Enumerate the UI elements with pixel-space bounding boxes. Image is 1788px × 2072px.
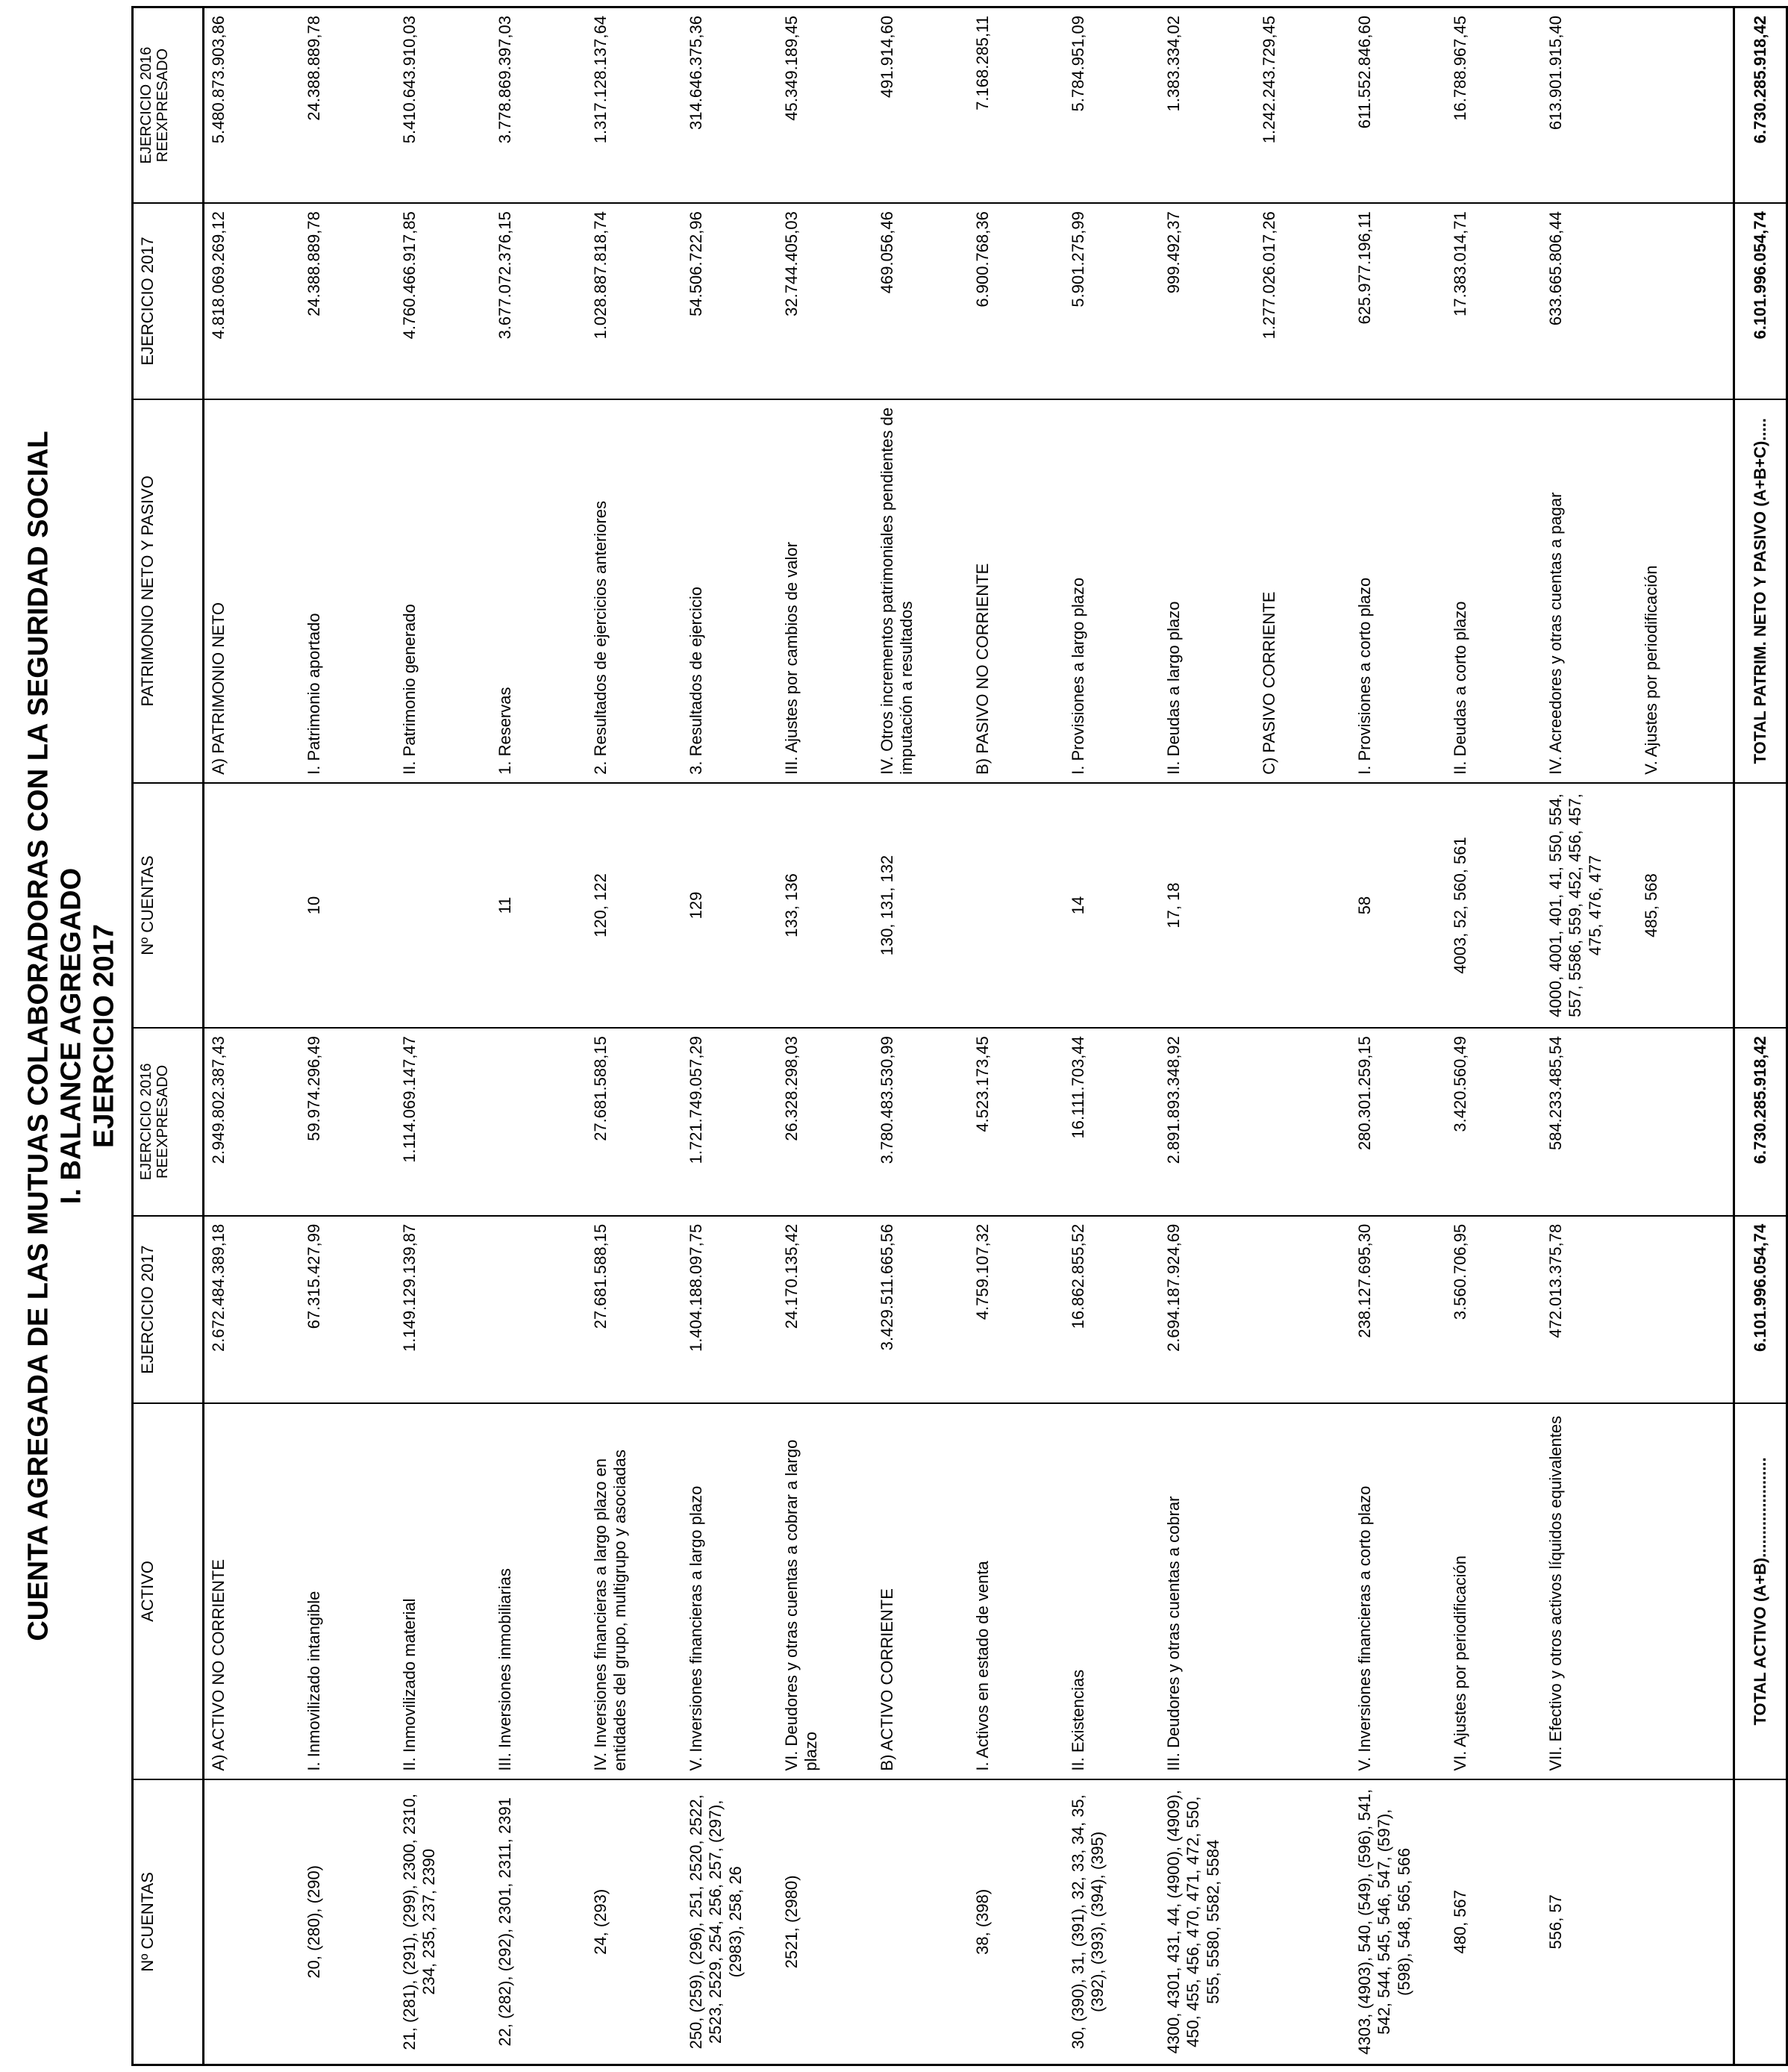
- header-pasivo-2016-l2: REEXPRESADO: [154, 48, 171, 163]
- table-row: [300, 7, 396, 2065]
- totals-row: [1734, 7, 1787, 2065]
- account-codes-activo: [1637, 1779, 1734, 2065]
- pasivo-label: C) PASIVO CORRIENTE: [1255, 399, 1351, 783]
- subtitle-balance: I. BALANCE AGREGADO: [55, 867, 87, 1205]
- pasivo-2016-value: 16.788.967,45: [1446, 7, 1542, 204]
- pasivo-2016-value: 1.242.243.729,45: [1255, 7, 1351, 204]
- pasivo-label: II. Deudas a largo plazo: [1160, 399, 1255, 783]
- account-codes-pasivo: [396, 783, 491, 1028]
- account-codes-activo: 556, 57: [1542, 1779, 1637, 2065]
- account-codes-pasivo: 4003, 52, 560, 561: [1446, 783, 1542, 1028]
- activo-2017-value: 67.315.427,99: [300, 1216, 396, 1404]
- pasivo-2016-value: 45.349.189,45: [778, 7, 873, 204]
- pasivo-label: IV. Otros incrementos patrimoniales pendientes de imputación a resultados: [873, 399, 969, 783]
- activo-2016-value: 2.891.893.348,92: [1160, 1028, 1255, 1216]
- table-row: [1255, 7, 1351, 2065]
- activo-2017-value: 3.560.706,95: [1446, 1216, 1542, 1404]
- activo-label: I. Activos en estado de venta: [969, 1403, 1064, 1779]
- balance-sheet-area: [125, 0, 1769, 2072]
- header-cuentas-pasivo: Nº CUENTAS: [133, 783, 204, 1028]
- account-codes-pasivo: 485, 568: [1637, 783, 1734, 1028]
- activo-2016-value: 4.523.173,45: [969, 1028, 1064, 1216]
- table-row: [873, 7, 969, 2065]
- pasivo-label: A) PATRIMONIO NETO: [204, 399, 301, 783]
- account-codes-activo: 22, (282), (292), 2301, 2311, 2391: [491, 1779, 587, 2065]
- balance-table: [131, 6, 1788, 2066]
- pasivo-2017-value: 633.665.806,44: [1542, 203, 1637, 399]
- pasivo-2017-value: 1.028.887.818,74: [587, 203, 682, 399]
- pasivo-2016-value: 3.778.869.397,03: [491, 7, 587, 204]
- activo-2017-value: 16.862.855,52: [1064, 1216, 1160, 1404]
- account-codes-pasivo: 17, 18: [1160, 783, 1255, 1028]
- subtitle-year: EJERCICIO 2017: [88, 924, 120, 1148]
- activo-label: A) ACTIVO NO CORRIENTE: [204, 1403, 301, 1779]
- total-empty-p: [1734, 783, 1787, 1028]
- activo-2017-value: 27.681.588,15: [587, 1216, 682, 1404]
- account-codes-activo: 2521, (2980): [778, 1779, 873, 2065]
- header-activo-2017: EJERCICIO 2017: [133, 1216, 204, 1404]
- activo-label: III. Deudores y otras cuentas a cobrar: [1160, 1403, 1255, 1779]
- pasivo-2017-value: 32.744.405,03: [778, 203, 873, 399]
- page-titles: [0, 0, 134, 2072]
- account-codes-pasivo: 133, 136: [778, 783, 873, 1028]
- account-codes-activo: 4300, 4301, 431, 44, (4900), (4909), 450, 455, 456, 470, 471, 472, 550, 555, 5580, 5582, 5584: [1160, 1779, 1255, 2065]
- activo-2016-value: 26.328.298,03: [778, 1028, 873, 1216]
- pasivo-label: 1. Reservas: [491, 399, 587, 783]
- total-activo-2017: 6.101.996.054,74: [1734, 1216, 1787, 1404]
- pasivo-label: I. Provisiones a largo plazo: [1064, 399, 1160, 783]
- account-codes-pasivo: [1255, 783, 1351, 1028]
- header-pasivo: PATRIMONIO NETO Y PASIVO: [133, 399, 204, 783]
- table-row: [969, 7, 1064, 2065]
- activo-label: II. Inmovilizado material: [396, 1403, 491, 1779]
- pasivo-2016-value: 5.784.951,09: [1064, 7, 1160, 204]
- activo-2016-value: [1637, 1028, 1734, 1216]
- pasivo-2017-value: [1637, 203, 1734, 399]
- table-row: [587, 7, 682, 2065]
- table-row: [1542, 7, 1637, 2065]
- pasivo-label: II. Deudas a corto plazo: [1446, 399, 1542, 783]
- activo-label: VI. Ajustes por periodificación: [1446, 1403, 1542, 1779]
- pasivo-2016-value: 491.914,60: [873, 7, 969, 204]
- pasivo-2016-value: [1637, 7, 1734, 204]
- pasivo-2017-value: 999.492,37: [1160, 203, 1255, 399]
- table-row: [682, 7, 778, 2065]
- header-activo-2016-l1: EJERCICIO 2016: [138, 1063, 154, 1181]
- pasivo-label: II. Patrimonio generado: [396, 399, 491, 783]
- table-row: [1160, 7, 1255, 2065]
- activo-2016-value: 27.681.588,15: [587, 1028, 682, 1216]
- activo-2017-value: 3.429.511.665,56: [873, 1216, 969, 1404]
- pasivo-2016-value: 1.317.128.137,64: [587, 7, 682, 204]
- activo-2017-value: [491, 1216, 587, 1404]
- table-row: [1064, 7, 1160, 2065]
- activo-2016-value: 2.949.802.387,43: [204, 1028, 301, 1216]
- pasivo-2016-value: 611.552.846,60: [1351, 7, 1446, 204]
- activo-2016-value: 280.301.259,15: [1351, 1028, 1446, 1216]
- table-row: [1446, 7, 1542, 2065]
- header-activo: ACTIVO: [133, 1403, 204, 1779]
- pasivo-2017-value: 5.901.275,99: [1064, 203, 1160, 399]
- pasivo-2016-value: 1.383.334,02: [1160, 7, 1255, 204]
- pasivo-2016-value: 5.410.643.910,03: [396, 7, 491, 204]
- account-codes-activo: [204, 1779, 301, 2065]
- activo-2016-value: 1.114.069.147,47: [396, 1028, 491, 1216]
- header-activo-2016: [133, 1028, 204, 1216]
- activo-2017-value: 238.127.695,30: [1351, 1216, 1446, 1404]
- header-pasivo-2016: [133, 7, 204, 204]
- account-codes-pasivo: 129: [682, 783, 778, 1028]
- activo-2016-value: 1.721.749.057,29: [682, 1028, 778, 1216]
- pasivo-2017-value: 625.977.196,11: [1351, 203, 1446, 399]
- pasivo-label: I. Provisiones a corto plazo: [1351, 399, 1446, 783]
- activo-label: [1637, 1403, 1734, 1779]
- account-codes-activo: 24, (293): [587, 1779, 682, 2065]
- activo-2017-value: 2.694.187.924,69: [1160, 1216, 1255, 1404]
- activo-label: VII. Efectivo y otros activos líquidos equivalentes: [1542, 1403, 1637, 1779]
- pasivo-2017-value: 4.760.466.917,85: [396, 203, 491, 399]
- account-codes-activo: 38, (398): [969, 1779, 1064, 2065]
- activo-2016-value: [491, 1028, 587, 1216]
- pasivo-label: 3. Resultados de ejercicio: [682, 399, 778, 783]
- pasivo-label: 2. Resultados de ejercicios anteriores: [587, 399, 682, 783]
- activo-label: II. Existencias: [1064, 1403, 1160, 1779]
- pasivo-2017-value: 6.900.768,36: [969, 203, 1064, 399]
- account-codes-pasivo: 10: [300, 783, 396, 1028]
- activo-2017-value: 472.013.375,78: [1542, 1216, 1637, 1404]
- activo-2017-value: [1637, 1216, 1734, 1404]
- account-codes-activo: 4303, (4903), 540, (549), (596), 541, 542, 544, 545, 546, 547, (597), (598), 548, 565, 566: [1351, 1779, 1446, 2065]
- activo-label: III. Inversiones inmobiliarias: [491, 1403, 587, 1779]
- account-codes-pasivo: 11: [491, 783, 587, 1028]
- table-row: [204, 7, 301, 2065]
- pasivo-2016-value: 314.646.375,36: [682, 7, 778, 204]
- activo-label: V. Inversiones financieras a corto plazo: [1351, 1403, 1446, 1779]
- table-row: [1351, 7, 1446, 2065]
- header-pasivo-2017: EJERCICIO 2017: [133, 203, 204, 399]
- account-codes-activo: 30, (390), 31, (391), 32, 33, 34, 35, (392), (393), (394), (395): [1064, 1779, 1160, 2065]
- pasivo-2017-value: 17.383.014,71: [1446, 203, 1542, 399]
- activo-2016-value: 584.233.485,54: [1542, 1028, 1637, 1216]
- pasivo-2017-value: 54.506.722,96: [682, 203, 778, 399]
- account-codes-activo: 20, (280), (290): [300, 1779, 396, 2065]
- activo-2017-value: 4.759.107,32: [969, 1216, 1064, 1404]
- account-codes-pasivo: 4000, 4001, 401, 41, 550, 554, 557, 5586, 559, 452, 456, 457, 475, 476, 477: [1542, 783, 1637, 1028]
- activo-2017-value: [1255, 1216, 1351, 1404]
- pasivo-2016-value: 24.388.889,78: [300, 7, 396, 204]
- activo-label: [1255, 1403, 1351, 1779]
- total-pasivo-2017: 6.101.996.054,74: [1734, 203, 1787, 399]
- account-codes-pasivo: 130, 131, 132: [873, 783, 969, 1028]
- account-codes-pasivo: [204, 783, 301, 1028]
- account-codes-pasivo: [969, 783, 1064, 1028]
- account-codes-pasivo: 120, 122: [587, 783, 682, 1028]
- activo-2017-value: 1.404.188.097,75: [682, 1216, 778, 1404]
- account-codes-activo: [1255, 1779, 1351, 2065]
- activo-label: V. Inversiones financieras a largo plazo: [682, 1403, 778, 1779]
- total-activo-label: TOTAL ACTIVO (A+B)......................: [1734, 1403, 1787, 1779]
- total-empty-a: [1734, 1779, 1787, 2065]
- account-codes-pasivo: 14: [1064, 783, 1160, 1028]
- pasivo-label: I. Patrimonio aportado: [300, 399, 396, 783]
- table-row: [396, 7, 491, 2065]
- header-cuentas-activo: Nº CUENTAS: [133, 1779, 204, 2065]
- total-pasivo-2016: 6.730.285.918,42: [1734, 7, 1787, 204]
- activo-label: B) ACTIVO CORRIENTE: [873, 1403, 969, 1779]
- activo-2017-value: 1.149.129.139,87: [396, 1216, 491, 1404]
- activo-2017-value: 24.170.135,42: [778, 1216, 873, 1404]
- pasivo-label: V. Ajustes por periodificación: [1637, 399, 1734, 783]
- activo-2016-value: 16.111.703,44: [1064, 1028, 1160, 1216]
- account-codes-pasivo: 58: [1351, 783, 1446, 1028]
- activo-2016-value: 3.780.483.530,99: [873, 1028, 969, 1216]
- pasivo-2017-value: 469.056,46: [873, 203, 969, 399]
- pasivo-2016-value: 5.480.873.903,86: [204, 7, 301, 204]
- activo-2017-value: 2.672.484.389,18: [204, 1216, 301, 1404]
- header-row: [133, 7, 204, 2065]
- account-codes-activo: [873, 1779, 969, 2065]
- pasivo-2017-value: 24.388.889,78: [300, 203, 396, 399]
- pasivo-2017-value: 3.677.072.376,15: [491, 203, 587, 399]
- pasivo-2016-value: 613.901.915,40: [1542, 7, 1637, 204]
- pasivo-2017-value: 1.277.026.017,26: [1255, 203, 1351, 399]
- table-row: [491, 7, 587, 2065]
- account-codes-activo: 250, (259), (296), 251, 2520, 2522, 2523, 2529, 254, 256, 257, (297), (2983), 258, 26: [682, 1779, 778, 2065]
- pasivo-2016-value: 7.168.285,11: [969, 7, 1064, 204]
- pasivo-label: B) PASIVO NO CORRIENTE: [969, 399, 1064, 783]
- pasivo-label: III. Ajustes por cambios de valor: [778, 399, 873, 783]
- total-activo-2016: 6.730.285.918,42: [1734, 1028, 1787, 1216]
- activo-label: I. Inmovilizado intangible: [300, 1403, 396, 1779]
- account-codes-activo: 480, 567: [1446, 1779, 1542, 2065]
- table-row: [1637, 7, 1734, 2065]
- header-activo-2016-l2: REEXPRESADO: [154, 1064, 171, 1179]
- account-codes-activo: 21, (281), (291), (299), 2300, 2310, 234, 235, 237, 2390: [396, 1779, 491, 2065]
- activo-label: IV. Inversiones financieras a largo plazo en entidades del grupo, multigrupo y asociadas: [587, 1403, 682, 1779]
- table-row: [778, 7, 873, 2065]
- activo-2016-value: [1255, 1028, 1351, 1216]
- pasivo-label: IV. Acreedores y otras cuentas a pagar: [1542, 399, 1637, 783]
- activo-2016-value: 59.974.296,49: [300, 1028, 396, 1216]
- total-pasivo-label: TOTAL PATRIM. NETO Y PASIVO (A+B+C).....: [1734, 399, 1787, 783]
- main-title: CUENTA AGREGADA DE LAS MUTUAS COLABORADORAS CON LA SEGURIDAD SOCIAL: [22, 431, 54, 1641]
- header-pasivo-2016-l1: EJERCICIO 2016: [138, 46, 154, 164]
- activo-label: VI. Deudores y otras cuentas a cobrar a largo plazo: [778, 1403, 873, 1779]
- activo-2016-value: 3.420.560,49: [1446, 1028, 1542, 1216]
- pasivo-2017-value: 4.818.069.269,12: [204, 203, 301, 399]
